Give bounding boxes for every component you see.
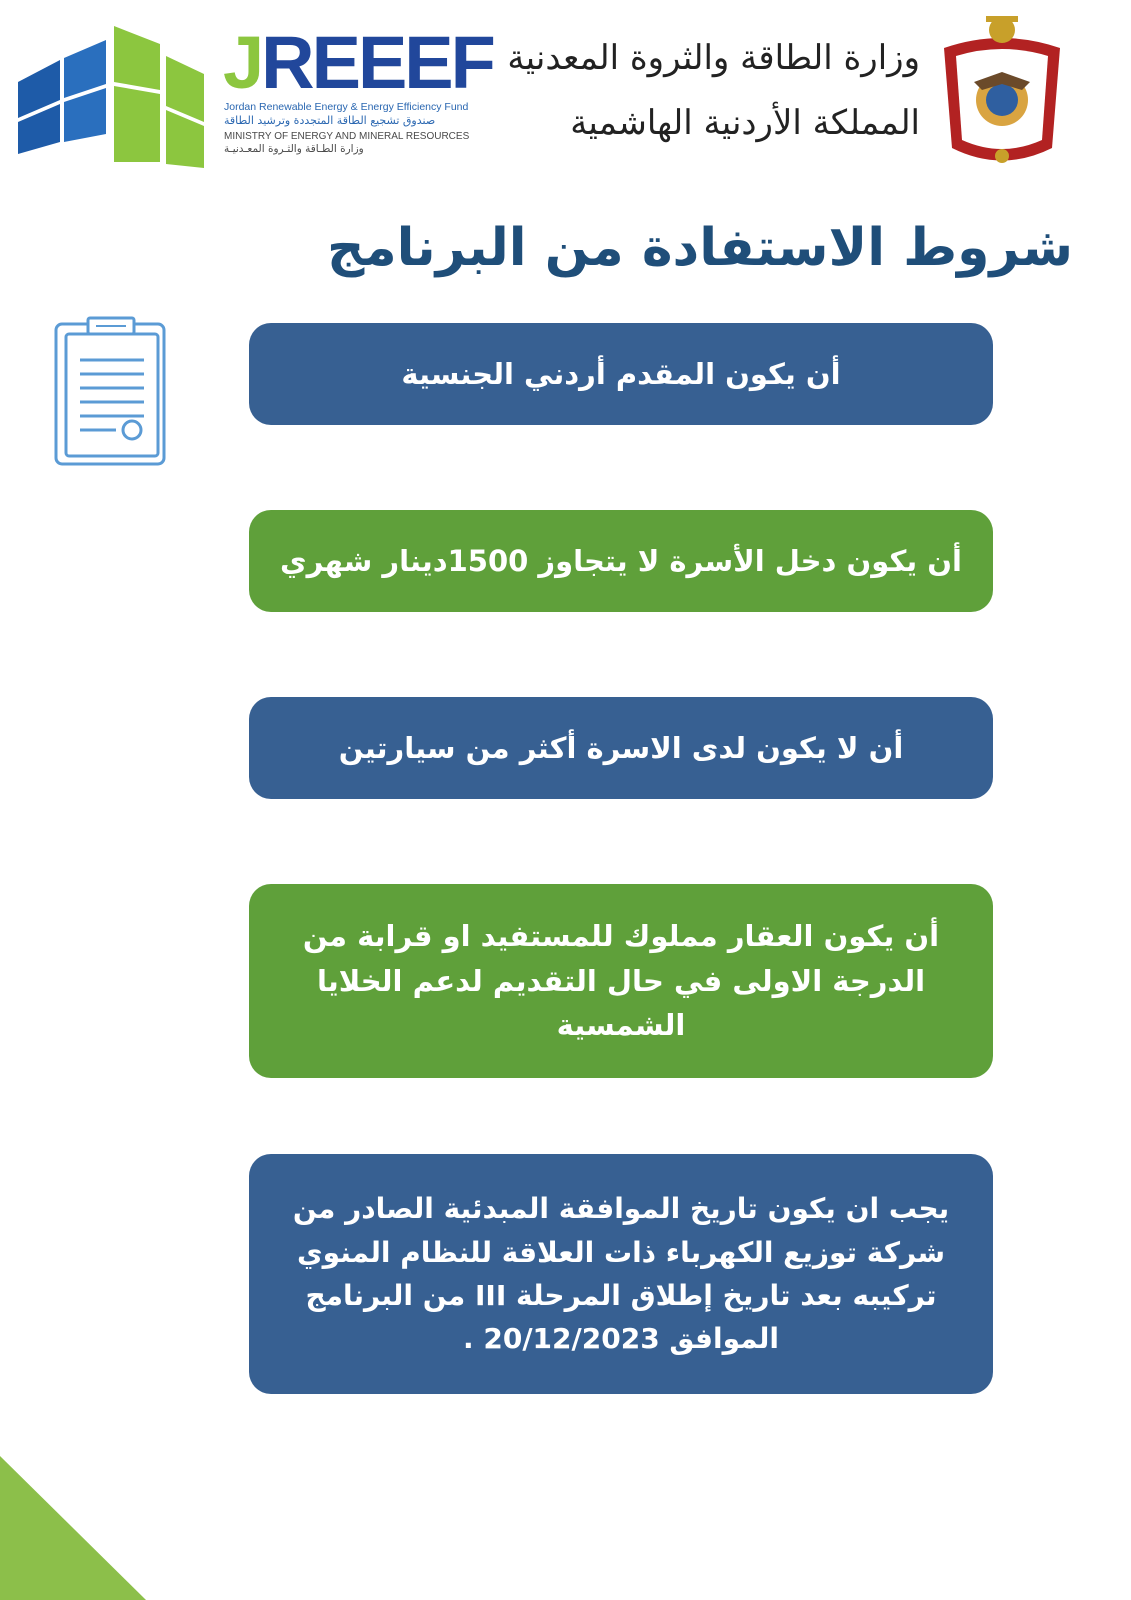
condition-nationality: [249, 323, 993, 425]
condition-cars: [249, 697, 993, 799]
coat-of-arms-icon: [934, 8, 1070, 174]
ministry-name-ar: وزارة الطاقة والثروة المعدنية: [507, 38, 920, 78]
condition-text: أن يكون المقدم أردني الجنسية: [401, 356, 841, 391]
jreeef-cube-icon: [18, 22, 208, 172]
condition-text: أن لا يكون لدى الاسرة أكثر من سيارتين: [338, 730, 904, 765]
condition-property: [249, 884, 993, 1078]
condition-text: أن يكون دخل الأسرة لا يتجاوز 1500دينار شهري: [280, 543, 962, 578]
ministry-name-en: MINISTRY OF ENERGY AND MINERAL RESOURCES: [224, 131, 470, 142]
ministry-logo: [507, 8, 1080, 178]
page-title: شروط الاستفادة من البرنامج: [326, 218, 1073, 278]
kingdom-name-ar: المملكة الأردنية الهاشمية: [570, 103, 920, 143]
condition-text: أن يكون العقار مملوك للمستفيد او قرابة من الدرجة الاولى في حال التقديم لدعم الخلايا الشمسية: [302, 918, 940, 1043]
corner-triangle-decoration: [0, 1456, 146, 1600]
jreeef-logo: [18, 21, 493, 172]
jreeef-wordmark: JREEEF: [223, 21, 493, 104]
ministry-name-ar-small: وزارة الطـاقة والثـروة المعـدنيـة: [224, 143, 364, 155]
condition-approval-date: [249, 1154, 993, 1394]
fund-name-ar: صندوق تشجيع الطاقة المتجددة وترشيد الطاقة: [224, 114, 436, 127]
condition-text: يجب ان يكون تاريخ الموافقة المبدئية الصادر من شركة توزيع الكهرباء ذات العلاقة للنظام المنوي تركيبه بعد تاريخ إطلاق المرحلة III من البرنامج الموافق 20/12/2023 .: [292, 1192, 950, 1356]
fund-name-en: Jordan Renewable Energy & Energy Efficiency Fund: [224, 101, 469, 113]
condition-income: [249, 510, 993, 612]
document-list-icon: [52, 316, 170, 468]
